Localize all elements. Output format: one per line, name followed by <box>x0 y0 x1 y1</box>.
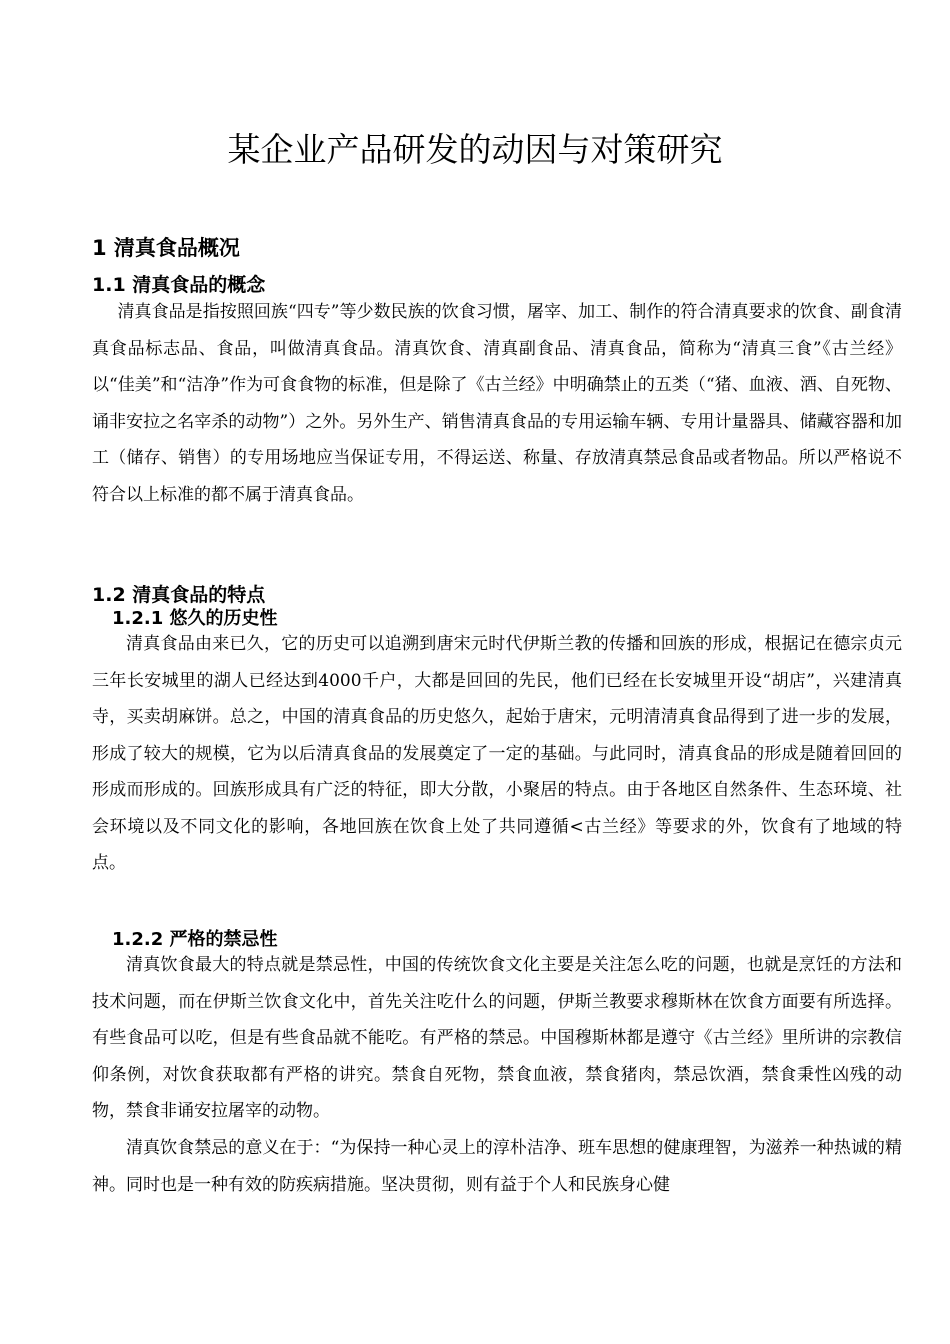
section-1-1-heading: 1.1 清真食品的概念 <box>92 274 266 296</box>
document-title: 某企业产品研发的动因与对策研究 <box>227 130 723 169</box>
section-1-2-1-paragraph: 清真食品由来已久，它的历史可以追溯到唐宋元时代伊斯兰教的传播和回族的形成，根据记在德宗贞元三年长安城里的湖人已经达到4000千户，大都是回回的先民，他们已经在长安城里开设“胡店”，兴建清真寺，买卖胡麻饼。总之，中国的清真食品的历史悠久，起始于唐宋，元明清清真食品得到了进一步的发展，形成了较大的规模，它为以后清真食品的发展奠定了一定的基础。与此同时，清真食品的形成是随着回回的形成而形成的。回族形成具有广泛的特征，即大分散，小聚居的特点。由于各地区自然条件、生态环境、社会环境以及不同文化的影响，各地回族在饮食上处了共同遵循<古兰经》等要求的外，饮食有了地域的特点。 <box>92 634 902 873</box>
section-1-2-1-heading: 1.2.1 悠久的历史性 <box>112 608 278 629</box>
section-1-2-2-heading: 1.2.2 严格的禁忌性 <box>112 929 278 950</box>
section-1-heading: 1 清真食品概况 <box>92 236 240 260</box>
section-1-2-heading: 1.2 清真食品的特点 <box>92 584 266 606</box>
section-1-1-paragraph: 清真食品是指按照回族“四专”等少数民族的饮食习惯，屠宰、加工、制作的符合清真要求的饮食、副食清真食品标志品、食品，叫做清真食品。清真饮食、清真副食品、清真食品，简称为“清真三食”《古兰经》以“佳美”和“洁净”作为可食食物的标准，但是除了《古兰经》中明确禁止的五类（“猪、血液、酒、自死物、诵非安拉之名宰杀的动物”）之外。另外生产、销售清真食品的专用运输车辆、专用计量器具、储藏容器和加工（储存、销售）的专用场地应当保证专用，不得运送、称量、存放清真禁忌食品或者物品。所以严格说不符合以上标准的都不属于清真食品。 <box>92 302 902 505</box>
section-1-2-2-paragraph-1: 清真饮食最大的特点就是禁忌性，中国的传统饮食文化主要是关注怎么吃的问题，也就是烹饪的方法和技术问题，而在伊斯兰饮食文化中，首先关注吃什么的问题，伊斯兰教要求穆斯林在饮食方面要有所选择。有些食品可以吃，但是有些食品就不能吃。有严格的禁忌。中国穆斯林都是遵守《古兰经》里所讲的宗教信仰条例，对饮食获取都有严格的讲究。禁食自死物，禁食血液，禁食猪肉，禁忌饮酒，禁食秉性凶残的动物，禁食非诵安拉屠宰的动物。 <box>92 955 902 1121</box>
section-1-2-2-paragraph-2: 清真饮食禁忌的意义在于：“为保持一种心灵上的淳朴洁净、班车思想的健康理智，为滋养一种热诚的精神。同时也是一种有效的防疾病措施。坚决贯彻，则有益于个人和民族身心健 <box>92 1138 902 1195</box>
